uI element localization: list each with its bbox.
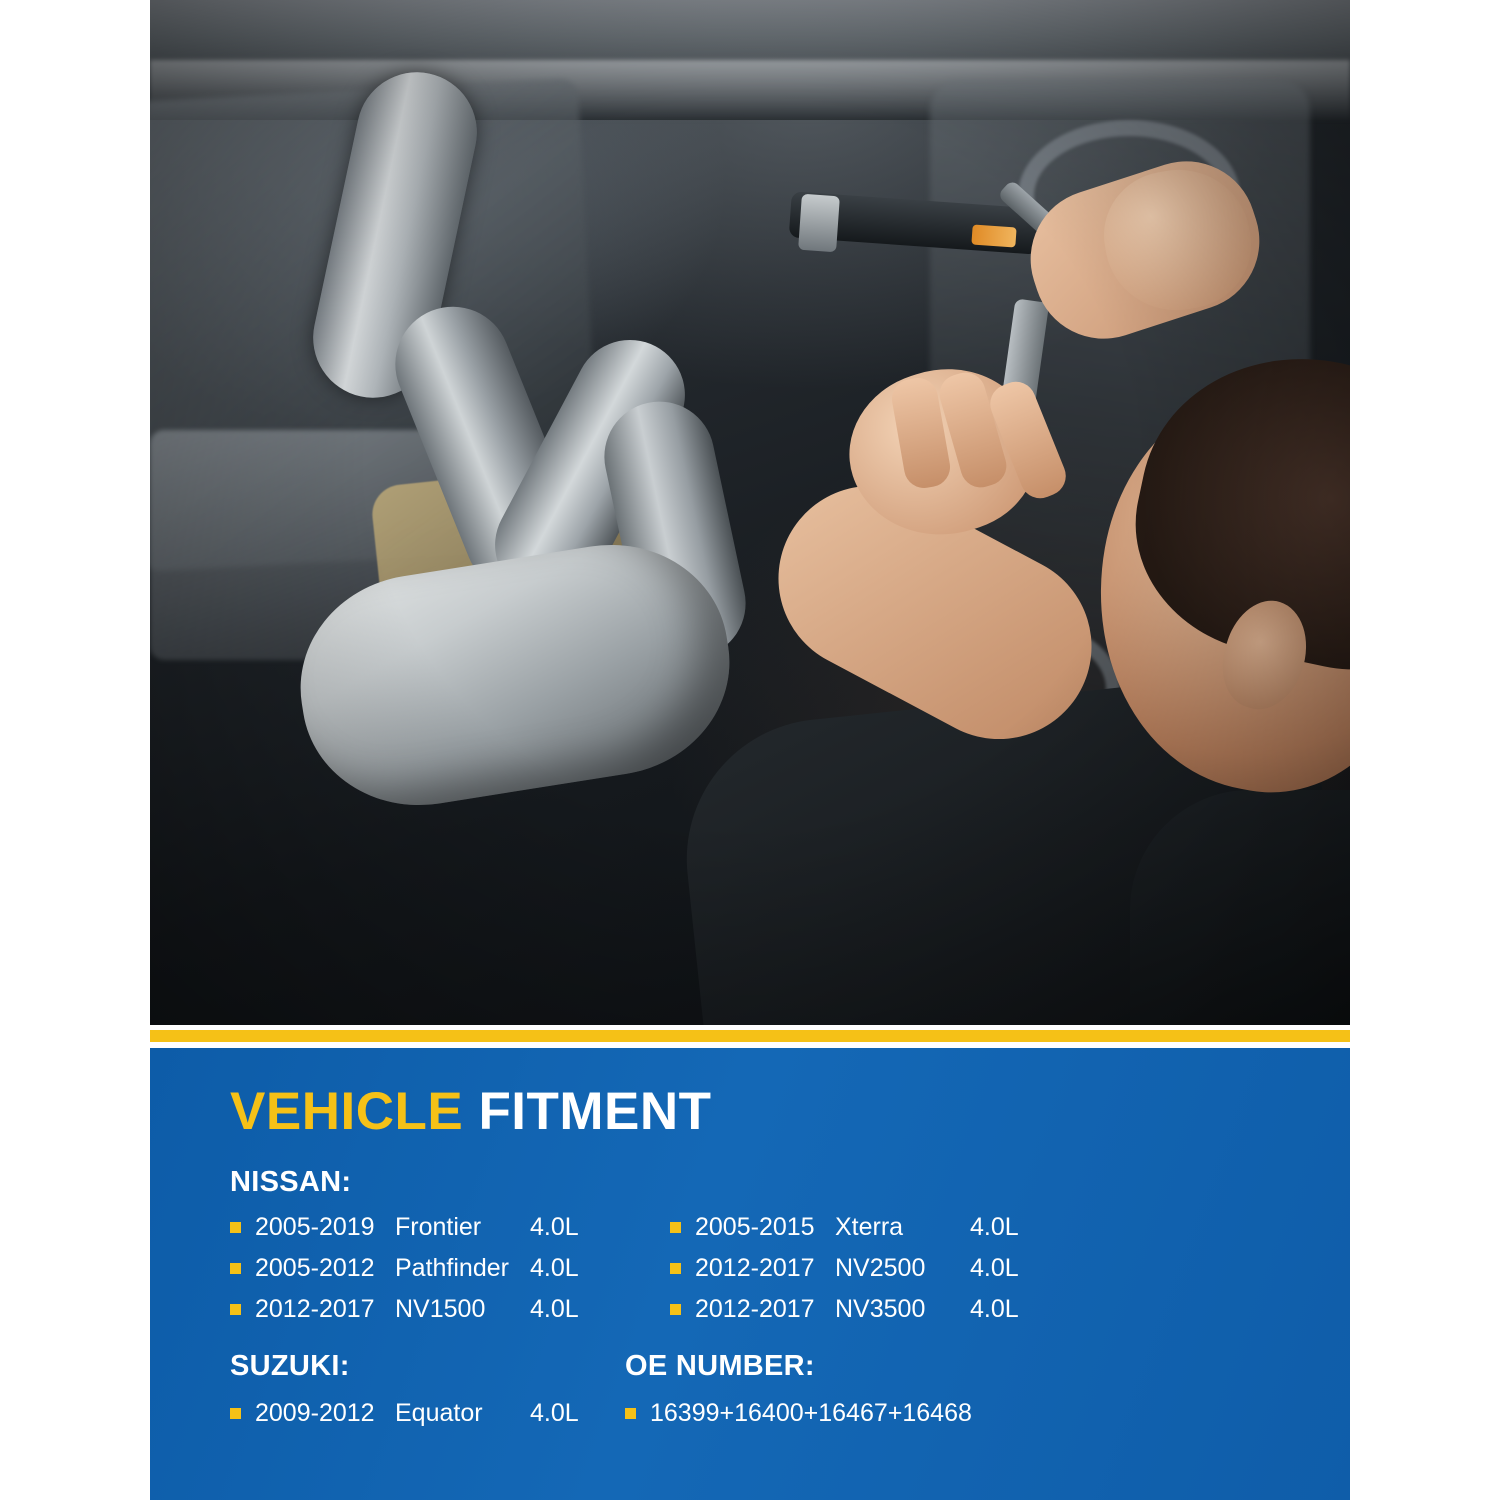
fitment-displacement: 4.0L <box>970 1294 1019 1323</box>
fitment-model: NV1500 <box>395 1294 486 1323</box>
fitment-displacement: 4.0L <box>530 1294 579 1323</box>
panel-title-accent: VEHICLE <box>230 1082 464 1141</box>
fitment-years: 2012-2017 <box>695 1253 815 1282</box>
fitment-model: NV3500 <box>835 1294 926 1323</box>
list-item <box>230 1295 670 1324</box>
fitment-model: Pathfinder <box>395 1253 509 1282</box>
fitment-model: Frontier <box>395 1212 482 1241</box>
bullet-icon <box>230 1408 241 1419</box>
fitment-years: 2012-2017 <box>695 1294 815 1323</box>
oe-number-heading: OE NUMBER: <box>625 1349 815 1382</box>
fitment-model: NV2500 <box>835 1253 926 1282</box>
fitment-years: 2012-2017 <box>255 1294 375 1323</box>
fitment-displacement: 4.0L <box>530 1398 579 1427</box>
bullet-icon <box>230 1304 241 1315</box>
list-item <box>670 1295 1110 1324</box>
list-item <box>670 1254 1110 1283</box>
list-item <box>230 1213 670 1242</box>
fitment-displacement: 4.0L <box>970 1253 1019 1282</box>
fitment-model: Xterra <box>835 1212 904 1241</box>
bullet-icon <box>230 1263 241 1274</box>
panel-title-plain: FITMENT <box>478 1082 712 1141</box>
hero-photo <box>150 0 1350 1025</box>
lower-headings-row <box>230 1350 1350 1383</box>
fitment-displacement: 4.0L <box>530 1253 579 1282</box>
nissan-heading: NISSAN: <box>230 1165 352 1198</box>
list-item <box>230 1399 625 1428</box>
oe-number-value: 16399+16400+16467+16468 <box>650 1398 972 1427</box>
panel-title <box>230 1084 1350 1140</box>
fitment-years: 2009-2012 <box>255 1398 375 1427</box>
fitment-years: 2005-2012 <box>255 1253 375 1282</box>
fitment-displacement: 4.0L <box>970 1212 1019 1241</box>
fitment-displacement: 4.0L <box>530 1212 579 1241</box>
fitment-years: 2005-2015 <box>695 1212 815 1241</box>
bullet-icon <box>670 1304 681 1315</box>
yellow-divider <box>150 1030 1350 1042</box>
fitment-years: 2005-2019 <box>255 1212 375 1241</box>
vehicle-fitment-panel <box>150 1048 1350 1500</box>
bullet-icon <box>670 1263 681 1274</box>
list-item <box>230 1254 670 1283</box>
bullet-icon <box>625 1408 636 1419</box>
suzuki-heading: SUZUKI: <box>230 1349 350 1382</box>
list-item <box>670 1213 1110 1242</box>
bullet-icon <box>230 1222 241 1233</box>
oe-number-item <box>625 1399 1350 1428</box>
lower-values-row <box>230 1399 1350 1428</box>
nissan-fitment-list <box>230 1213 1350 1324</box>
fitment-model: Equator <box>395 1398 483 1427</box>
bullet-icon <box>670 1222 681 1233</box>
photo-vignette <box>150 0 1350 1025</box>
